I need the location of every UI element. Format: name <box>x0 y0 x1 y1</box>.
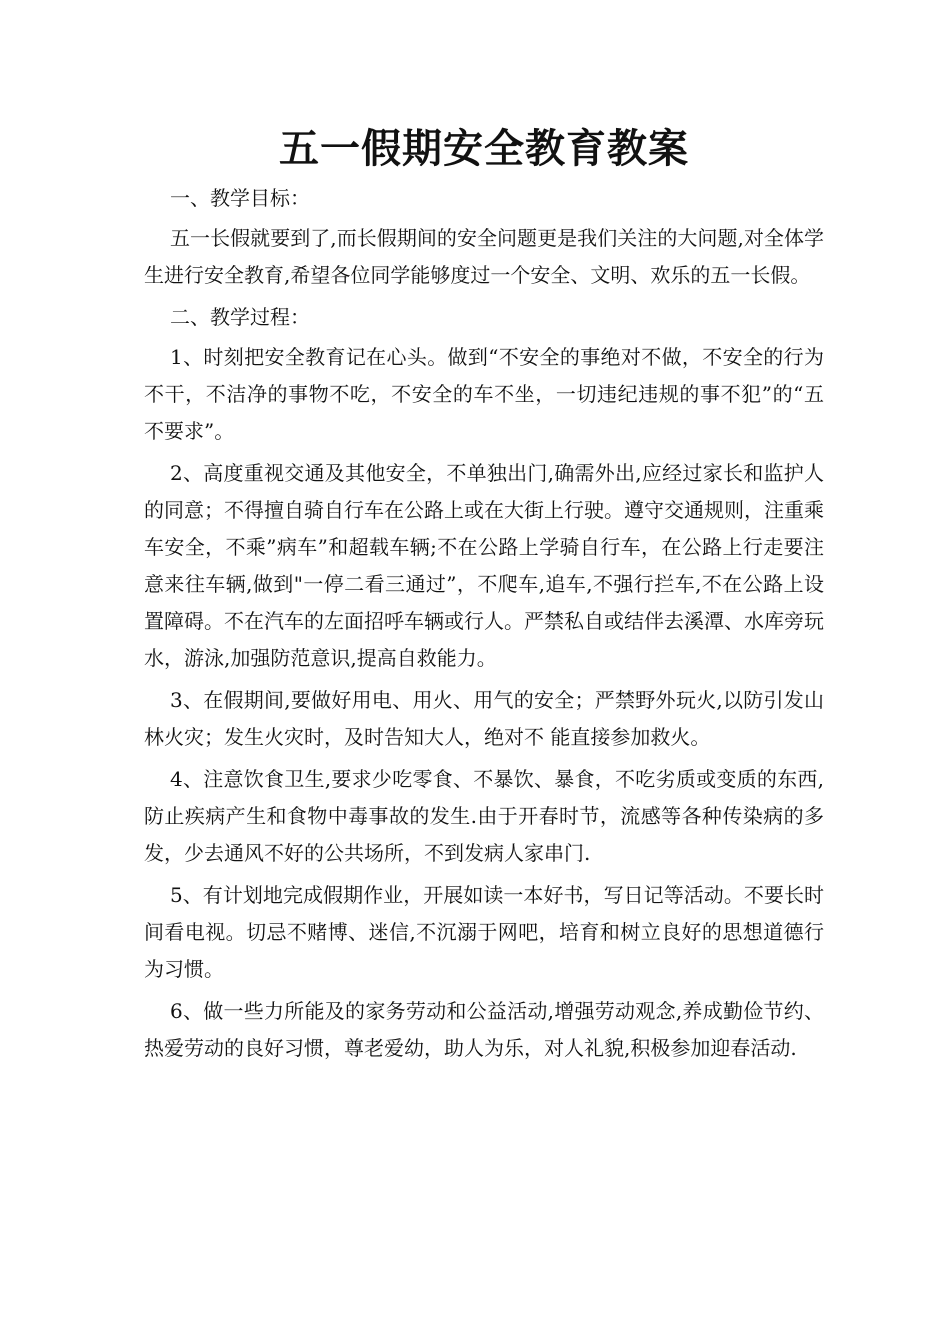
section-heading-objectives: 一、教学目标： <box>170 186 310 210</box>
document-page <box>144 118 824 1072</box>
process-item-6: 6、做一些力所能及的家务劳动和公益活动,增强劳动观念,养成勤俭节约、热爱劳动的良好习惯，尊老爱幼，助人为乐，对人礼貌,积极参加迎春活动. <box>144 999 824 1060</box>
process-item-4: 4、注意饮食卫生,要求少吃零食、不暴饮、暴食，不吃劣质或变质的东西,防止疾病产生和食物中毒事故的发生.由于开春时节，流感等各种传染病的多发，少去通风不好的公共场所，不到发病人家串门. <box>144 767 824 865</box>
process-item-1: 1、时刻把安全教育记在心头。做到“不安全的事绝对不做，不安全的行为不干，不洁净的事物不吃，不安全的车不坐，一切违纪违规的事不犯”的“五不要求”。 <box>144 345 824 443</box>
document-title: 五一假期安全教育教案 <box>279 125 689 172</box>
process-item-5: 5、有计划地完成假期作业，开展如读一本好书，写日记等活动。不要长时间看电视。切忌不赌博、迷信,不沉溺于网吧，培育和树立良好的思想道德行为习惯。 <box>144 883 824 981</box>
process-item-2: 2、高度重视交通及其他安全，不单独出门,确需外出,应经过家长和监护人的同意；不得擅自骑自行车在公路上或在大街上行驶。遵守交通规则，注重乘车安全，不乘”病车”和超载车辆;不在公路上学骑自行车，在公路上行走要注意来往车辆,做到"一停二看三通过”，不爬车,追车,不强行拦车,不在公路上设置障碍。不在汽车的左面招呼车辆或行人。严禁私自或结伴去溪潭、水库旁玩水，游泳,加强防范意识,提高自救能力。 <box>144 461 824 670</box>
process-item-3: 3、在假期间,要做好用电、用火、用气的安全；严禁野外玩火,以防引发山林火灾；发生火灾时，及时告知大人，绝对不 能直接参加救火。 <box>144 688 824 749</box>
objectives-paragraph: 五一长假就要到了,而长假期间的安全问题更是我们关注的大问题,对全体学生进行安全教育,希望各位同学能够度过一个安全、文明、欢乐的五一长假。 <box>144 226 824 287</box>
section-heading-process: 二、教学过程： <box>170 305 310 329</box>
